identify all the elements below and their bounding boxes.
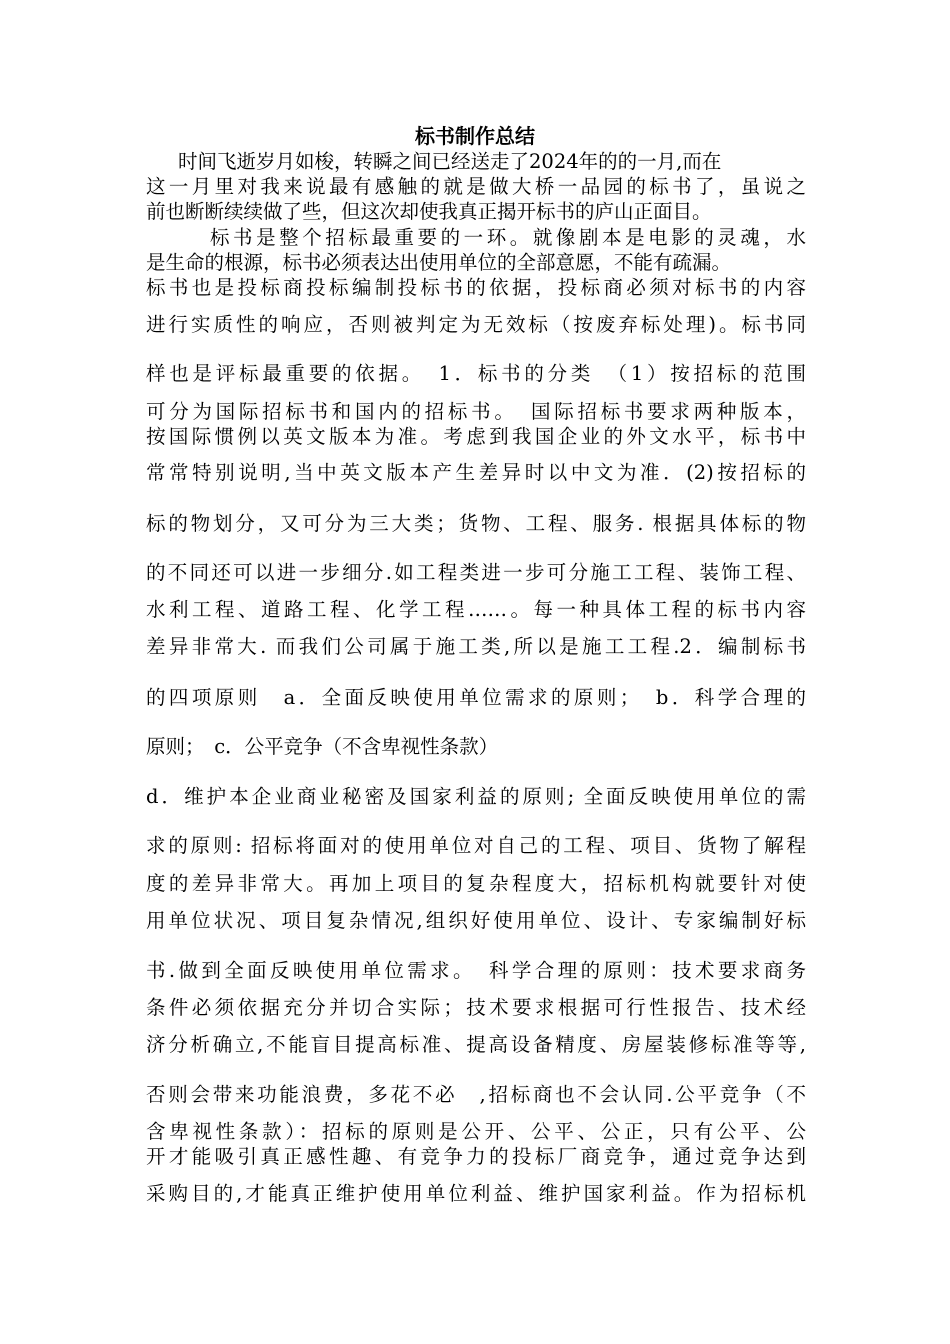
document-title: 标书制作总结 — [415, 124, 535, 148]
text-line-16: 的四项原则 a．全面反映使用单位需求的原则； b．科学合理的 — [146, 686, 806, 709]
text-line-23: 条件必须依据充分并切合实际；技术要求根据可行性报告、技术经 — [146, 996, 806, 1019]
text-line-15: 差异非常大. 而我们公司属于施工类,所以是施工工程.2．编制标书 — [146, 635, 806, 658]
text-line-26: 含卑视性条款）：招标的原则是公开、公平、公正，只有公平、公 — [146, 1120, 806, 1143]
text-line-18: d．维护本企业商业秘密及国家利益的原则; 全面反映使用单位的需 — [146, 785, 806, 808]
text-line-3: 前也断断续续做了些，但这次却使我真正揭开标书的庐山正面目。 — [146, 200, 712, 223]
text-line-12: 标的物划分，又可分为三大类；货物、工程、服务. 根据具体标的物 — [146, 512, 806, 535]
text-line-8: 样也是评标最重要的依据。 1．标书的分类 （1）按招标的范围 — [146, 362, 806, 385]
text-line-6: 标书也是投标商投标编制投标书的依据，投标商必须对标书的内容 — [146, 276, 806, 299]
text-line-24: 济分析确立,不能盲目提高标准、提高设备精度、房屋装修标准等等, — [146, 1033, 806, 1056]
text-line-5: 是生命的根源，标书必须表达出使用单位的全部意愿，不能有疏漏。 — [146, 251, 732, 274]
text-line-28: 采购目的,才能真正维护使用单位利益、维护国家利益。作为招标机 — [146, 1182, 806, 1205]
text-line-4: 标书是整个招标最重要的一环。就像剧本是电影的灵魂，水 — [210, 226, 806, 249]
text-line-20: 度的差异非常大。再加上项目的复杂程度大，招标机构就要针对使 — [146, 872, 806, 895]
text-line-19: 求的原则: 招标将面对的使用单位对自己的工程、项目、货物了解程 — [146, 834, 806, 857]
text-line-25: 否则会带来功能浪费，多花不必 ,招标商也不会认同.公平竞争（不 — [146, 1083, 806, 1106]
text-line-10: 按国际惯例以英文版本为准。考虑到我国企业的外文水平，标书中 — [146, 425, 806, 448]
text-line-13: 的不同还可以进一步细分.如工程类进一步可分施工工程、装饰工程、 — [146, 561, 806, 584]
text-line-2: 这一月里对我来说最有感触的就是做大桥一品园的标书了，虽说之 — [146, 175, 806, 198]
text-line-7: 进行实质性的响应，否则被判定为无效标（按废弃标处理)。标书同 — [146, 313, 806, 336]
text-line-17: 原则； c．公平竞争（不含卑视性条款） — [146, 735, 499, 758]
text-line-9: 可分为国际招标书和国内的招标书。 国际招标书要求两种版本， — [146, 400, 806, 423]
text-line-22: 书.做到全面反映使用单位需求。 科学合理的原则：技术要求商务 — [146, 959, 806, 982]
text-line-1: 时间飞逝岁月如梭，转瞬之间已经送走了2024年的的一月,而在 — [178, 150, 722, 173]
text-line-11: 常常特别说明,当中英文版本产生差异时以中文为准．(2)按招标的 — [146, 461, 806, 484]
text-line-27: 开才能吸引真正感性趣、有竞争力的投标厂商竞争，通过竞争达到 — [146, 1145, 806, 1168]
text-line-14: 水利工程、道路工程、化学工程……。每一种具体工程的标书内容 — [146, 598, 806, 621]
text-line-21: 用单位状况、项目复杂情况,组织好使用单位、设计、专家编制好标 — [146, 909, 806, 932]
